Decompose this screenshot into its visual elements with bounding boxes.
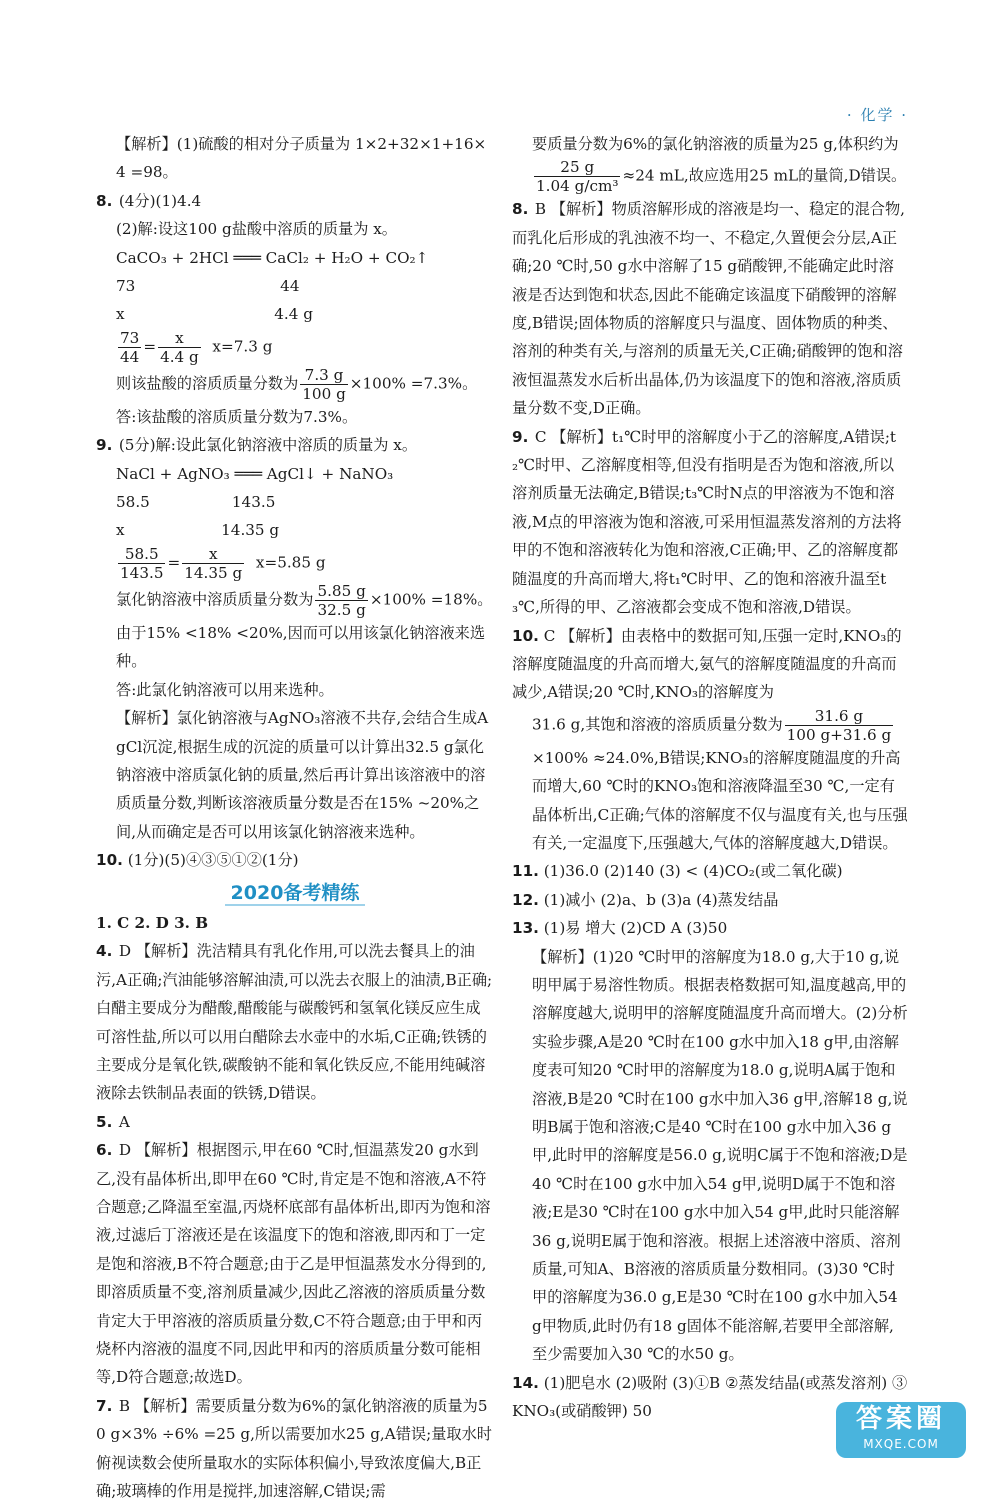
mass-fraction-line: 31.6 g,其饱和溶液的溶质质量分数为 $\frac{31.6 g}{100 g+31.6 g}$ [532, 706, 892, 744]
question-7: 7. B 【解析】需要质量分数为6%的氯化钠溶液的质量为50 g×3% ÷6% =25 g,所以需要加水25 g,A错误;量取水时俯视读数会使所量取水的实际体积偏小,导致浓度偏大,B正确;玻璃棒的作用是搅拌,加速溶解,C错误;需 [96, 1396, 492, 1501]
answers-1-3: 1. C 2. D 3. B [96, 913, 209, 932]
question-13: 13. (1)易 增大 (2)CD A (3)50 [512, 919, 728, 938]
question-9: 9. C 【解析】t₁℃时甲的溶解度小于乙的溶解度,A错误;t₂℃时甲、乙溶解度相等,但没有指明是否为饱和溶液,所以溶剂质量无法确定,B错误;t₃℃时N点的甲溶液为不饱和溶液,M点的甲溶液为饱和溶液,可采用恒温蒸发溶剂的方法将甲的不饱和溶液转化为饱和溶液,C正确;甲、乙的溶解度都随温度的升高而增大,将t₁℃时甲、乙的饱和溶液升温至t₃℃,所得的甲、乙溶液都会变成不饱和溶液,D错误。 [512, 427, 902, 617]
analysis-paragraph: 【解析】(1)硫酸的相对分子质量为 1×2+32×1+16×4 =98。 [116, 135, 487, 182]
answer-line: 答:该盐酸的溶质质量分数为7.3%。 [116, 407, 358, 426]
fraction: $\frac{31.6 g}{100 g+31.6 g}$ [786, 706, 892, 744]
mass-fraction-line: 则该盐酸的溶质质量分数为 $\frac{7.3 g}{100 g}$ ×100% =7.3%。 [116, 365, 478, 403]
analysis-paragraph: 【解析】(1)20 ℃时甲的溶解度为18.0 g,大于10 g,说明甲属于易溶性物质。根据表格数据可知,温度越高,甲的溶解度越大,说明甲的溶解度随温度升高而增大。(2)分析实验步骤,A是20 ℃时在100 g水中加入18 g甲,由溶解度表可知20 ℃时甲的溶解度为18.0 g,说明A属于饱和溶液,B是20 ℃时在100 g水中加入36 g甲,溶解18 g,说明B属于饱和溶液;C是40 ℃时在100 g水中加入36 g甲,此时甲的溶解度是56.0 g,说明C属于不饱和溶液;D是40 ℃时在100 g水中加入54 g甲,说明D属于不饱和溶液;E是30 ℃时在100 g水中加入54 g甲,此时只能溶解36 g,说明E属于饱和溶液。根据上述溶液中溶质、溶剂质量,可知A、B溶液的溶质质量分数相同。(3)30 ℃时甲的溶解度为36.0 g,E是30 ℃时在100 g水中加入54 g甲物质,此时仍有18 g固体不能溶解,若要甲全部溶解,至少需要加入30 ℃的水50 g。 [532, 947, 908, 1364]
continued-line: ×100% ≈24.0%,B错误;KNO₃的溶解度随温度的升高而增大,60 ℃时的KNO₃饱和溶液降温至30 ℃,一定有晶体析出,C正确;气体的溶解度不仅与温度有关,也与压强有关,一定温度下,压强越大,气体的溶解度越大,D错误。 [532, 748, 908, 852]
fraction: $\frac{x}{4.4 g}$ [160, 328, 199, 366]
chemical-equation: CaCO₃ + 2HCl ═══ CaCl₂ + H₂O + CO₂↑ [116, 248, 429, 267]
proportion-line: $\frac{58.5}{143.5}$ = $\frac{x}{14.35 g}$ x=5.85 g [120, 544, 326, 582]
right-column [512, 130, 908, 1425]
left-column [96, 130, 494, 1505]
fraction: $\frac{25 g}{\text{1.04 g/cm³}}$ [536, 158, 619, 196]
solution-line: (2)解:设这100 g盐酸中溶质的质量为 x。 [116, 220, 397, 239]
chemical-equation: NaCl + AgNO₃ ═══ AgCl↓ + NaNO₃ [116, 464, 394, 483]
question-10: 10. (1分)(5)④③⑤①②(1分) [96, 851, 299, 870]
molar-mass-line: 58.5 143.5 [116, 493, 276, 512]
mass-fraction-line: 氯化钠溶液中溶质质量分数为 $\frac{5.85 g}{32.5 g}$ ×100% =18%。 [116, 581, 493, 619]
question-number: 8. [96, 191, 113, 210]
fraction: $\frac{7.3 g}{100 g}$ [302, 365, 346, 403]
volume-line: $\frac{25 g}{\text{1.04 g/cm³}}$ ≈24 mL,故应选用25 mL的量筒,D错误。 [536, 158, 907, 196]
watermark-logo: 答案圈 MXQE.COM [836, 1402, 966, 1458]
question-8: 8. (4分)(1)4.4 [96, 187, 494, 215]
fraction: $\frac{58.5}{143.5}$ [120, 544, 164, 582]
fraction: $\frac{5.85 g}{32.5 g}$ [317, 581, 366, 619]
molar-mass-line: 73 44 [116, 277, 300, 296]
question-14: 14. (1)肥皂水 (2)吸附 (3)①B ②蒸发结晶(或蒸发溶剂) ③KNO₃(或硝酸钾) 50 [512, 1373, 908, 1421]
question-8: 8. B 【解析】物质溶解形成的溶液是均一、稳定的混合物,而乳化后形成的乳浊液不均一、不稳定,久置便会分层,A正确;20 ℃时,50 g水中溶解了15 g硝酸钾,不能确定此时溶液是否达到饱和状态,因此不能确定该温度下硝酸钾的溶解度,B错误;固体物质的溶解度只与温度、固体物质的种类、溶剂的种类有关,与溶剂的质量无关,C正确;硝酸钾的饱和溶液恒温蒸发水后析出晶体,仍为该温度下的饱和溶液,溶质质量分数不变,D正确。 [512, 200, 905, 418]
question-5: 5. A [96, 1112, 130, 1131]
question-10: 10. C 【解析】由表格中的数据可知,压强一定时,KNO₃的溶解度随温度的升高而增大,氨气的溶解度随温度的升高而减少,A错误;20 ℃时,KNO₃的溶解度为 [512, 626, 902, 702]
question-11: 11. (1)36.0 (2)140 (3) < (4)CO₂(或二氧化碳) [512, 862, 843, 881]
question-4: 4. D 【解析】洗洁精具有乳化作用,可以洗去餐具上的油污,A正确;汽油能够溶解油渍,可以洗去衣服上的油渍,B正确;白醋主要成分为醋酸,醋酸能与碳酸钙和氢氧化镁反应生成可溶性盐,所以可以用白醋除去水壶中的水垢,C正确;铁锈的主要成分是氧化铁,碳酸钠不能和氧化铁反应,不能用纯碱溶液除去铁制品表面的铁锈,D错误。 [96, 942, 493, 1103]
section-title: 2020备考精练 [96, 879, 494, 907]
fraction: $\frac{73}{44}$ [120, 328, 140, 366]
fraction: $\frac{x}{14.35 g}$ [184, 544, 243, 582]
question-12: 12. (1)减小 (2)a、b (3)a (4)蒸发结晶 [512, 890, 779, 909]
question-6: 6. D 【解析】根据图示,甲在60 ℃时,恒温蒸发20 g水到乙,没有晶体析出,即甲在60 ℃时,肯定是不饱和溶液,A不符合题意;乙降温至室温,丙烧杯底部有晶体析出,即丙为饱和溶液,过滤后丁溶液还是在该温度下的饱和溶液,即丙和丁一定是饱和溶液,B不符合题意;由于乙是甲恒温蒸发水分得到的,即溶质质量不变,溶剂质量减少,因此乙溶液的溶质质量分数肯定大于甲溶液的溶质质量分数,C不符合题意;由于甲和丙烧杯内溶液的温度不同,因此甲和丙的溶质质量分数可能相等,D符合题意;故选D。 [96, 1141, 491, 1387]
subject-header: · 化学 · [846, 106, 908, 124]
answer-line: 答:此氯化钠溶液可以用来选种。 [116, 680, 334, 699]
comparison-line: 由于15% <18% <20%,因而可以用该氯化钠溶液来选种。 [116, 623, 486, 671]
proportion-line: $\frac{73}{44}$ = $\frac{x}{4.4 g}$ x=7.3 g [120, 328, 273, 366]
question-9: 9. (5分)解:设此氯化钠溶液中溶质的质量为 x。 [96, 436, 418, 455]
mass-line: x 14.35 g [116, 521, 280, 540]
mass-line: x 4.4 g [116, 305, 313, 324]
continued-line: 要质量分数为6%的氯化钠溶液的质量为25 g,体积约为 [532, 135, 899, 153]
analysis-paragraph: 【解析】氯化钠溶液与AgNO₃溶液不共存,会结合生成AgCl沉淀,根据生成的沉淀的质量可以计算出32.5 g氯化钠溶液中溶质氯化钠的质量,然后再计算出该溶液中的溶质质量分数,判断该溶液质量分数是否在15% ~20%之间,从而确定是否可以用该氯化钠溶液来选种。 [116, 709, 489, 841]
